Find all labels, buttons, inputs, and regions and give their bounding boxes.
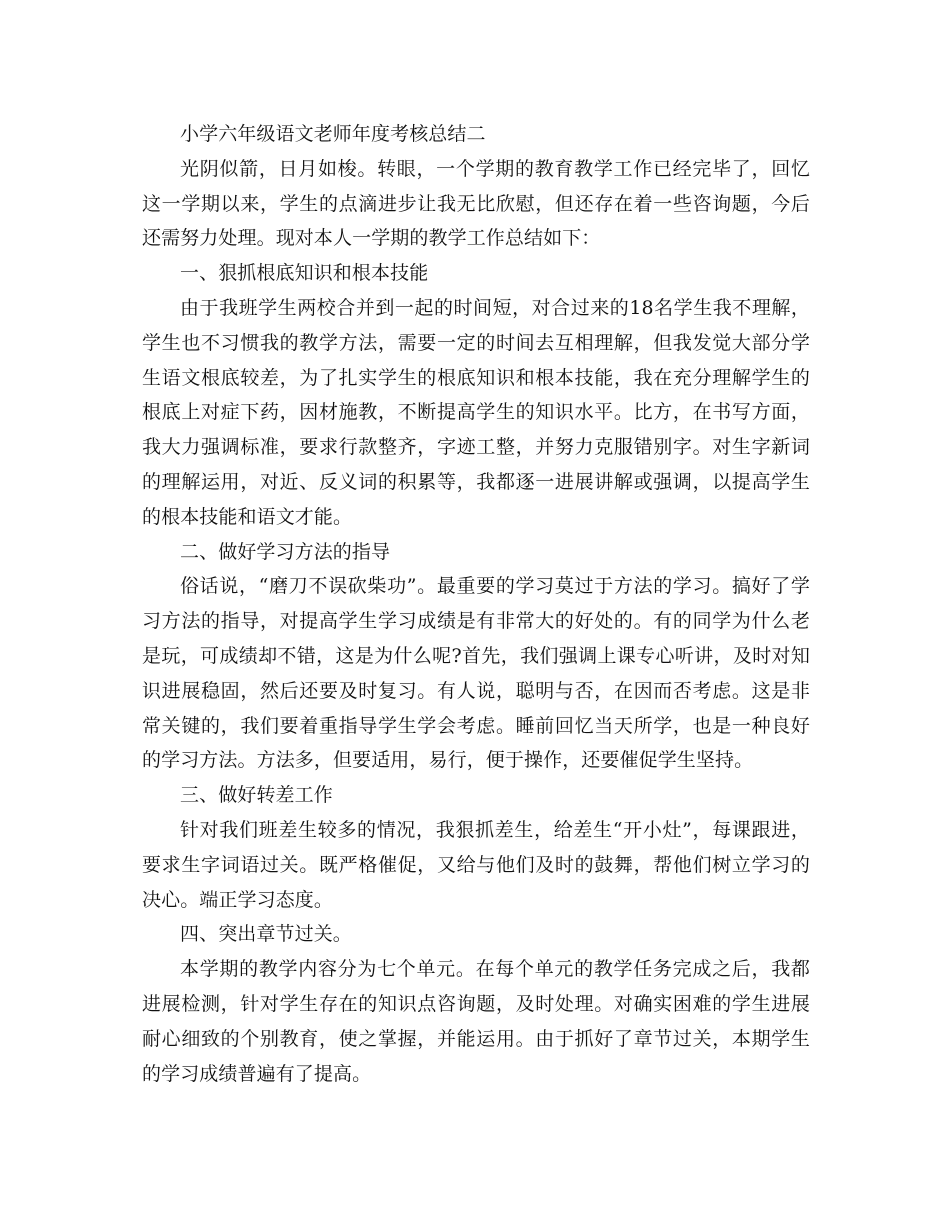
- section-paragraph-1: 由于我班学生两校合并到一起的时间短，对合过来的18名学生我不理解，学生也不习惯我的教学方法，需要一定的时间去互相理解，但我发觉大部分学生语文根底较差，为了扎实学生的根底知识和根本技能，我在充分理解学生的根底上对症下药，因材施教，不断提高学生的知识水平。比方，在书写方面，我大力强调标准，要求行款整齐，字迹工整，并努力克服错别字。对生字新词的理解运用，对近、反义词的积累等，我都逐一进展讲解或强调，以提高学生的根本技能和语文才能。: [142, 296, 810, 528]
- section-heading-3: 三、做好转差工作: [180, 784, 333, 807]
- document-title: 小学六年级语文老师年度考核总结二: [180, 123, 486, 145]
- section-heading-2: 二、做好学习方法的指导: [180, 540, 391, 563]
- section-heading-1: 一、狠抓根底知识和根本技能: [180, 262, 429, 285]
- section-paragraph-3: 针对我们班差生较多的情况，我狠抓差生，给差生“开小灶”，每课跟进，要求生字词语过关。既严格催促，又给与他们及时的鼓舞，帮他们树立学习的决心。端正学习态度。: [142, 818, 810, 911]
- section-paragraph-4: 本学期的教学内容分为七个单元。在每个单元的教学任务完成之后，我都进展检测，针对学生存在的知识点咨询题，及时处理。对确实困难的学生进展耐心细致的个别教育，使之掌握，并能运用。由于抓好了章节过关，本期学生的学习成绩普遍有了提高。: [142, 958, 810, 1085]
- intro-paragraph: 光阴似箭，日月如梭。转眼，一个学期的教育教学工作已经完毕了，回忆这一学期以来，学生的点滴进步让我无比欣慰，但还存在着一些咨询题，今后还需努力处理。现对本人一学期的教学工作总结如下：: [142, 157, 810, 250]
- section-paragraph-2: 俗话说，“磨刀不误砍柴功”。最重要的学习莫过于方法的学习。搞好了学习方法的指导，对提高学生学习成绩是有非常大的好处的。有的同学为什么老是玩，可成绩却不错，这是为什么呢?首先，我们强调上课专心听讲，及时对知识进展稳固，然后还要及时复习。有人说，聪明与否，在因而否考虑。这是非常关键的，我们要着重指导学生学会考虑。睡前回忆当天所学，也是一种良好的学习方法。方法多，但要适用，易行，便于操作，还要催促学生坚持。: [142, 575, 810, 772]
- section-heading-4: 四、突出章节过关。: [180, 923, 352, 946]
